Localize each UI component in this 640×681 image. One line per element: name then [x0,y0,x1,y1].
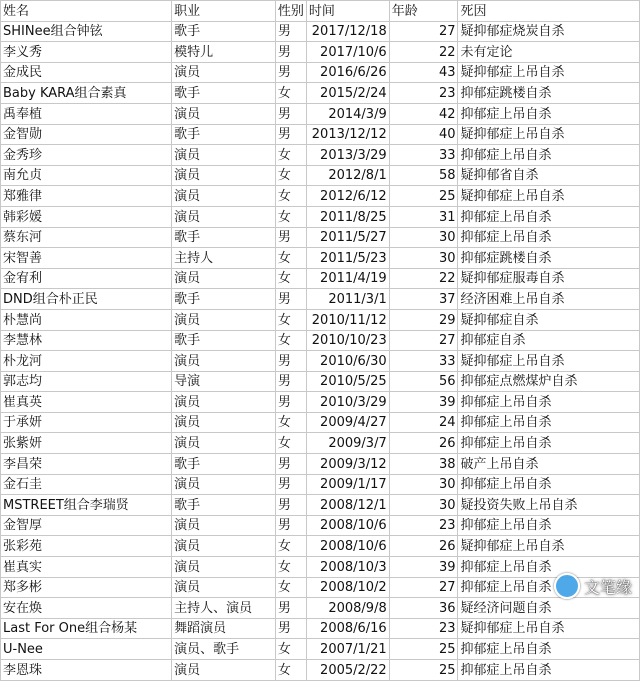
table-row [1,577,640,598]
age-cell[interactable]: 27 [389,330,458,351]
job-cell[interactable]: 歌手 [172,227,276,248]
name-cell[interactable]: 郑雅律 [1,186,172,207]
gender-cell[interactable]: 女 [275,639,306,660]
table-row [1,495,640,516]
job-cell[interactable]: 歌手 [172,330,276,351]
table-row [1,124,640,145]
date-cell[interactable]: 2011/3/1 [306,289,389,310]
date-cell[interactable]: 2008/10/6 [306,515,389,536]
job-cell[interactable]: 演员、歌手 [172,639,276,660]
cause-cell[interactable]: 抑郁症上吊自杀 [458,515,640,536]
cause-cell[interactable]: 未有定论 [458,42,640,63]
name-cell[interactable]: 李昌荣 [1,454,172,475]
cause-cell[interactable]: 抑郁症上吊自杀 [458,227,640,248]
cause-cell[interactable]: 抑郁症上吊自杀 [458,577,640,598]
age-cell[interactable]: 30 [389,495,458,516]
date-cell[interactable]: 2010/3/29 [306,392,389,413]
date-cell[interactable]: 2008/12/1 [306,495,389,516]
cause-cell[interactable]: 抑郁症上吊自杀 [458,206,640,227]
date-cell[interactable]: 2009/3/7 [306,433,389,454]
gender-cell[interactable]: 女 [275,83,306,104]
job-cell[interactable]: 导演 [172,371,276,392]
table-row [1,42,640,63]
cause-cell[interactable]: 疑抑郁症上吊自杀 [458,351,640,372]
cause-cell[interactable]: 抑郁症上吊自杀 [458,639,640,660]
name-cell[interactable]: 郭志均 [1,371,172,392]
gender-cell[interactable]: 男 [275,495,306,516]
table-row [1,165,640,186]
job-cell[interactable]: 模特儿 [172,42,276,63]
name-cell[interactable]: 宋智善 [1,248,172,269]
table-row [1,598,640,619]
job-cell[interactable]: 演员 [172,577,276,598]
name-cell[interactable]: 金智勋 [1,124,172,145]
job-cell[interactable]: 演员 [172,268,276,289]
name-cell[interactable]: 韩彩媛 [1,206,172,227]
name-cell[interactable]: Baby KARA组合素真 [1,83,172,104]
date-cell[interactable]: 2010/10/23 [306,330,389,351]
date-cell[interactable]: 2009/3/12 [306,454,389,475]
job-cell[interactable]: 演员 [172,412,276,433]
name-cell[interactable]: U-Nee [1,639,172,660]
cause-cell[interactable]: 疑抑郁症自杀 [458,309,640,330]
name-cell[interactable]: 于承妍 [1,412,172,433]
table-row [1,371,640,392]
table-row [1,660,640,681]
date-cell[interactable]: 2011/4/19 [306,268,389,289]
cause-cell[interactable]: 抑郁症自杀 [458,330,640,351]
gender-cell[interactable]: 男 [275,598,306,619]
date-cell[interactable]: 2014/3/9 [306,103,389,124]
date-cell[interactable]: 2015/2/24 [306,83,389,104]
gender-cell[interactable]: 男 [275,62,306,83]
gender-cell[interactable]: 男 [275,454,306,475]
name-cell[interactable]: 金石圭 [1,474,172,495]
table-row [1,21,640,42]
watermark-text: 文笔缘 [583,577,632,597]
age-cell[interactable]: 31 [389,206,458,227]
gender-cell[interactable]: 女 [275,577,306,598]
table-row [1,289,640,310]
age-cell[interactable]: 40 [389,124,458,145]
job-cell[interactable]: 歌手 [172,289,276,310]
table-row [1,268,640,289]
name-cell[interactable]: 李义秀 [1,42,172,63]
age-cell[interactable]: 25 [389,639,458,660]
age-cell[interactable]: 27 [389,577,458,598]
header-job-cell[interactable]: 职业 [172,1,276,22]
job-cell[interactable]: 演员 [172,165,276,186]
header-gender-cell[interactable]: 性别 [275,1,306,22]
date-cell[interactable]: 2011/5/23 [306,248,389,269]
cause-cell[interactable]: 抑郁症跳楼自杀 [458,83,640,104]
cause-cell[interactable]: 疑抑郁症上吊自杀 [458,536,640,557]
date-cell[interactable]: 2008/10/2 [306,577,389,598]
table-row [1,206,640,227]
pen-circle-icon [554,573,580,599]
gender-cell[interactable]: 男 [275,618,306,639]
date-cell[interactable]: 2017/10/6 [306,42,389,63]
table-row [1,515,640,536]
name-cell[interactable]: 蔡东河 [1,227,172,248]
cause-cell[interactable]: 抑郁症上吊自杀 [458,433,640,454]
cause-cell[interactable]: 抑郁症点燃煤炉自杀 [458,371,640,392]
job-cell[interactable]: 演员 [172,557,276,578]
table-row [1,474,640,495]
job-cell[interactable]: 舞蹈演员 [172,618,276,639]
gender-cell[interactable]: 女 [275,206,306,227]
job-cell[interactable]: 主持人、演员 [172,598,276,619]
table-row [1,83,640,104]
name-cell[interactable]: 崔真英 [1,392,172,413]
gender-cell[interactable]: 女 [275,330,306,351]
name-cell[interactable]: 金成民 [1,62,172,83]
table-row [1,392,640,413]
cause-cell[interactable]: 抑郁症上吊自杀 [458,474,640,495]
age-cell[interactable]: 36 [389,598,458,619]
gender-cell[interactable]: 女 [275,268,306,289]
cause-cell[interactable]: 疑抑郁症烧炭自杀 [458,21,640,42]
job-cell[interactable]: 演员 [172,392,276,413]
table-row [1,248,640,269]
job-cell[interactable]: 演员 [172,186,276,207]
name-cell[interactable]: 金宥利 [1,268,172,289]
age-cell[interactable]: 37 [389,289,458,310]
gender-cell[interactable]: 女 [275,536,306,557]
date-cell[interactable]: 2010/11/12 [306,309,389,330]
date-cell[interactable]: 2012/6/12 [306,186,389,207]
name-cell[interactable]: 禹奉植 [1,103,172,124]
gender-cell[interactable]: 女 [275,309,306,330]
date-cell[interactable]: 2005/2/22 [306,660,389,681]
table-row [1,536,640,557]
name-cell[interactable]: 金秀珍 [1,145,172,166]
age-cell[interactable]: 23 [389,515,458,536]
gender-cell[interactable]: 女 [275,165,306,186]
name-cell[interactable]: 张紫妍 [1,433,172,454]
gender-cell[interactable]: 男 [275,515,306,536]
cause-cell[interactable]: 破产上吊自杀 [458,454,640,475]
gender-cell[interactable]: 男 [275,124,306,145]
gender-cell[interactable]: 男 [275,371,306,392]
job-cell[interactable]: 演员 [172,103,276,124]
gender-cell[interactable]: 男 [275,392,306,413]
name-cell[interactable]: 崔真实 [1,557,172,578]
gender-cell[interactable]: 女 [275,433,306,454]
name-cell[interactable]: SHINee组合钟铉 [1,21,172,42]
table-row [1,103,640,124]
cause-cell[interactable]: 经济困难上吊自杀 [458,289,640,310]
watermark [554,573,632,599]
job-cell[interactable]: 演员 [172,309,276,330]
date-cell[interactable]: 2012/8/1 [306,165,389,186]
gender-cell[interactable]: 男 [275,227,306,248]
cause-cell[interactable]: 抑郁症上吊自杀 [458,103,640,124]
cause-cell[interactable]: 抑郁症上吊自杀 [458,145,640,166]
age-cell[interactable]: 26 [389,536,458,557]
job-cell[interactable]: 演员 [172,433,276,454]
cause-cell[interactable]: 疑投资失败上吊自杀 [458,495,640,516]
cause-cell[interactable]: 疑抑郁症服毒自杀 [458,268,640,289]
job-cell[interactable]: 主持人 [172,248,276,269]
job-cell[interactable]: 演员 [172,474,276,495]
gender-cell[interactable]: 男 [275,42,306,63]
gender-cell[interactable]: 男 [275,351,306,372]
table-row [1,330,640,351]
age-cell[interactable]: 29 [389,309,458,330]
name-cell[interactable]: 南允贞 [1,165,172,186]
table-row [1,62,640,83]
job-cell[interactable]: 歌手 [172,21,276,42]
date-cell[interactable]: 2017/12/18 [306,21,389,42]
job-cell[interactable]: 歌手 [172,495,276,516]
age-cell[interactable]: 27 [389,21,458,42]
table-body [1,1,640,681]
table-row [1,557,640,578]
age-cell[interactable]: 24 [389,412,458,433]
name-cell[interactable]: 安在焕 [1,598,172,619]
age-cell[interactable]: 22 [389,268,458,289]
age-cell[interactable]: 25 [389,186,458,207]
job-cell[interactable]: 演员 [172,660,276,681]
name-cell[interactable]: 李慧林 [1,330,172,351]
header-row [1,1,640,22]
date-cell[interactable]: 2013/12/12 [306,124,389,145]
gender-cell[interactable]: 女 [275,186,306,207]
name-cell[interactable]: 张彩苑 [1,536,172,557]
name-cell[interactable]: 朴龙河 [1,351,172,372]
name-cell[interactable]: DND组合朴正民 [1,289,172,310]
age-cell[interactable]: 33 [389,145,458,166]
table-row [1,454,640,475]
gender-cell[interactable]: 女 [275,412,306,433]
name-cell[interactable]: 金智厚 [1,515,172,536]
job-cell[interactable]: 演员 [172,515,276,536]
age-cell[interactable]: 30 [389,227,458,248]
table-row [1,639,640,660]
date-cell[interactable]: 2008/10/6 [306,536,389,557]
date-cell[interactable]: 2010/6/30 [306,351,389,372]
date-cell[interactable]: 2011/5/27 [306,227,389,248]
table-row [1,186,640,207]
age-cell[interactable]: 38 [389,454,458,475]
job-cell[interactable]: 演员 [172,536,276,557]
cause-cell[interactable]: 抑郁症跳楼自杀 [458,248,640,269]
name-cell[interactable]: 朴慧尚 [1,309,172,330]
header-name-cell[interactable]: 姓名 [1,1,172,22]
job-cell[interactable]: 演员 [172,145,276,166]
job-cell[interactable]: 歌手 [172,454,276,475]
cause-cell[interactable]: 疑抑郁省自杀 [458,165,640,186]
table-row [1,351,640,372]
gender-cell[interactable]: 女 [275,248,306,269]
gender-cell[interactable]: 女 [275,145,306,166]
gender-cell[interactable]: 男 [275,474,306,495]
age-cell[interactable]: 23 [389,83,458,104]
name-cell[interactable]: 李恩珠 [1,660,172,681]
age-cell[interactable]: 30 [389,248,458,269]
age-cell[interactable]: 58 [389,165,458,186]
job-cell[interactable]: 歌手 [172,124,276,145]
name-cell[interactable]: MSTREET组合李瑞贤 [1,495,172,516]
date-cell[interactable]: 2016/6/26 [306,62,389,83]
age-cell[interactable]: 26 [389,433,458,454]
header-date-cell[interactable]: 时间 [306,1,389,22]
gender-cell[interactable]: 男 [275,103,306,124]
name-cell[interactable]: 郑多彬 [1,577,172,598]
table-row [1,433,640,454]
date-cell[interactable]: 2008/10/3 [306,557,389,578]
date-cell[interactable]: 2011/8/25 [306,206,389,227]
date-cell[interactable]: 2010/5/25 [306,371,389,392]
age-cell[interactable]: 30 [389,474,458,495]
table-row [1,227,640,248]
gender-cell[interactable]: 女 [275,557,306,578]
date-cell[interactable]: 2007/1/21 [306,639,389,660]
age-cell[interactable]: 39 [389,557,458,578]
age-cell[interactable]: 43 [389,62,458,83]
cause-cell[interactable]: 疑抑郁症上吊自杀 [458,186,640,207]
header-age-cell[interactable]: 年龄 [389,1,458,22]
cause-cell[interactable]: 抑郁症上吊自杀 [458,412,640,433]
date-cell[interactable]: 2008/6/16 [306,618,389,639]
cause-cell[interactable]: 疑抑郁症上吊自杀 [458,124,640,145]
gender-cell[interactable]: 男 [275,21,306,42]
header-cause-cell[interactable]: 死因 [458,1,640,22]
table-row [1,309,640,330]
cause-cell[interactable]: 抑郁症上吊自杀 [458,660,640,681]
cause-cell[interactable]: 抑郁症上吊自杀 [458,392,640,413]
date-cell[interactable]: 2009/1/17 [306,474,389,495]
job-cell[interactable]: 歌手 [172,83,276,104]
job-cell[interactable]: 演员 [172,351,276,372]
job-cell[interactable]: 演员 [172,62,276,83]
table-row [1,145,640,166]
age-cell[interactable]: 56 [389,371,458,392]
age-cell[interactable]: 42 [389,103,458,124]
age-cell[interactable]: 25 [389,660,458,681]
gender-cell[interactable]: 女 [275,660,306,681]
cause-cell[interactable]: 疑经济问题自杀 [458,598,640,619]
gender-cell[interactable]: 男 [275,289,306,310]
cause-cell[interactable]: 抑郁症上吊自杀 [458,557,640,578]
age-cell[interactable]: 23 [389,618,458,639]
date-cell[interactable]: 2009/4/27 [306,412,389,433]
age-cell[interactable]: 39 [389,392,458,413]
age-cell[interactable]: 33 [389,351,458,372]
job-cell[interactable]: 演员 [172,206,276,227]
date-cell[interactable]: 2008/9/8 [306,598,389,619]
table-row [1,412,640,433]
cause-cell[interactable]: 疑抑郁症上吊自杀 [458,618,640,639]
table-row [1,618,640,639]
date-cell[interactable]: 2013/3/29 [306,145,389,166]
name-cell[interactable]: Last For One组合杨某 [1,618,172,639]
cause-cell[interactable]: 疑抑郁症上吊自杀 [458,62,640,83]
age-cell[interactable]: 22 [389,42,458,63]
